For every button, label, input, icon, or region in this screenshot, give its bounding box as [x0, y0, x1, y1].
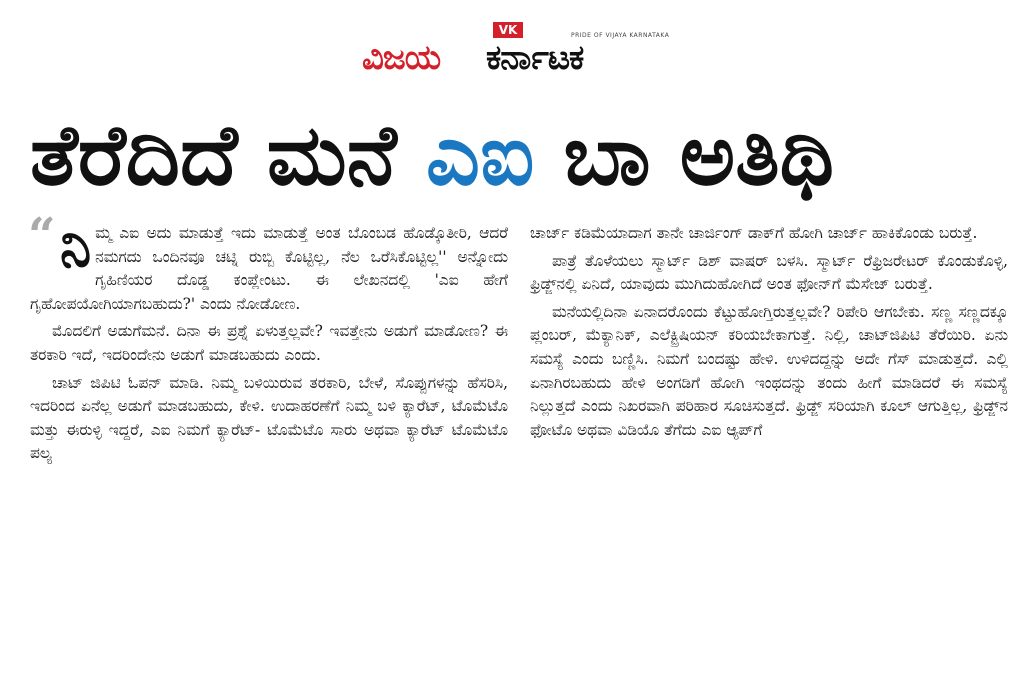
- paragraph: ಮೊದಲಿಗೆ ಅಡುಗೆಮನೆ. ದಿನಾ ಈ ಪ್ರಶ್ನೆ ಏಳುತ್ತಲ್ಲವೇ? ಇವತ್ತೇನು ಅಡುಗೆ ಮಾಡೋಣ? ಈ ತರಕಾರಿ ಇದೆ, ಇದರಿಂದೇನು ಅಡುಗೆ ಮಾಡಬಹುದು ಎಂದು.: [30, 322, 508, 364]
- masthead: [0, 8, 1024, 78]
- paragraph: ಪಾತ್ರೆ ತೊಳೆಯಲು ಸ್ಮಾರ್ಟ್ ಡಿಶ್ ವಾಷರ್ ಬಳಸಿ. ಸ್ಮಾರ್ಟ್ ರೆಫ್ರಿಜರೇಟರ್ ಕೊಂಡುಕೊಳ್ಳಿ, ಫ್ರಿಡ್ಜ್‌ನಲ್ಲಿ ಏನಿದೆ, ಯಾವುದು ಮುಗಿದುಹೋಗಿದೆ ಅಂತ ಫೋನ್‌ಗೆ ಮೆಸೇಜ್ ಬರುತ್ತೆ.: [530, 251, 1008, 294]
- paragraph: ಚಾಟ್ ಜಿಪಿಟಿ ಓಪನ್ ಮಾಡಿ. ನಿಮ್ಮ ಬಳಿಯಿರುವ ತರಕಾರಿ, ಬೇಳೆ, ಸೊಪ್ಪುಗಳನ್ನು ಹೆಸರಿಸಿ, ಇದರಿಂದ ಏನೆಲ್ಲ ಅಡುಗೆ ಮಾಡಬಹುದು, ಕೇಳಿ. ಉದಾಹರಣೆಗೆ ನಿಮ್ಮ ಬಳಿ ಕ್ಯಾರೆಟ್, ಟೊಮೆಟೊ ಮತ್ತು ಈರುಳ್ಳಿ ಇದ್ದರೆ, ಎಐ ನಿಮಗೆ ಕ್ಯಾರೆಟ್- ಟೊಮೆಟೊ ಸಾರು ಅಥವಾ ಕ್ಯಾರೆಟ್ ಟೊಮೆಟೊ ಪಲ್ಯ: [30, 373, 508, 463]
- opening-quote-mark: “: [28, 208, 56, 264]
- paragraph: ಮನೆಯಲ್ಲಿದಿನಾ ಏನಾದರೊಂದು ಕೆಟ್ಟುಹೋಗ್ತಿರುತ್ತಲ್ಲವೇ? ರಿಪೇರಿ ಆಗಬೇಕು. ಸಣ್ಣ ಸಣ್ಣದಕ್ಕೂ ಪ್ಲಂಬರ್, ಮೆಕ್ಯಾನಿಕ್, ಎಲೆಕ್ಟ್ರಿಷಿಯನ್ ಕರಿಯಬೇಕಾಗುತ್ತೆ. ನಿಲ್ಲಿ, ಚಾಟ್‌ಜಿಪಿಟಿ ತೆರೆಯಿರಿ. ಏನು ಸಮಸ್ಯೆ ಎಂದು ಬಣ್ಣಿಸಿ. ನಿಮಗೆ ಬಂದಷ್ಟು ಹೇಳಿ. ಉಳಿದದ್ದನ್ನು ಅದೇ ಗೆಸ್ ಮಾಡುತ್ತದೆ. ಎಲ್ಲಿ ಏನಾಗಿರಬಹುದು ಹೇಳಿ ಅಂಗಡಿಗೆ ಹೋಗಿ ಇಂಥದನ್ನು ತಂದು ಹೀಗೆ ಮಾಡಿದರೆ ಈ ಸಮಸ್ಯೆ ನಿಲ್ಲುತ್ತದೆ ಎಂದು ನಿಖರವಾಗಿ ಪರಿಹಾರ ಸೂಚಿಸುತ್ತದೆ. ಫ್ರಿಡ್ಜ್ ಸರಿಯಾಗಿ ಕೂಲ್ ಆಗುತ್ತಿಲ್ಲ, ಫ್ರಿಡ್ಜ್‌ನ ಫೋಟೊ ಅಥವಾ ವಿಡಿಯೊ ತೆಗೆದು ಎಐ ಆ್ಯಪ್‌ಗೆ: [530, 302, 1008, 439]
- paragraph-text: ಮ್ಮ ಎಐ ಅದು ಮಾಡುತ್ತೆ ಇದು ಮಾಡುತ್ತೆ ಅಂತ ಬೊಂಬಡ ಹೊಡ್ಕೊತೀರಿ, ಆದರೆ ನಮಗದು ಒಂದಿನವೂ ಚಟ್ನಿ ರುಬ್ಬಿ ಕೊಟ್ಟಿಲ್ಲ, ನೆಲ ಒರೆಸಿಕೊಟ್ಟಿಲ್ಲ'' ಅನ್ನೋದು ಗೃಹಿಣಿಯರ ದೊಡ್ಡ ಕಂಪ್ಲೇಂಟು. ಈ ಲೇಖನದಲ್ಲಿ 'ಎಐ ಹೇಗೆ ಗೃಹೋಪಯೋಗಿಯಾಗಬಹುದು?' ಎಂದು ನೋಡೋಣ.: [30, 224, 508, 313]
- masthead-title-vijaya: ವಿಜಯ: [362, 38, 441, 78]
- headline-accent-ai: ಎಐ: [426, 106, 535, 204]
- headline-part-2: ಬಾ ಅತಿಥಿ: [534, 106, 834, 204]
- article-headline: [30, 100, 1010, 210]
- masthead-tagline: PRIDE OF VIJAYA KARNATAKA: [571, 32, 670, 39]
- vk-logo-badge: VK: [493, 22, 523, 38]
- masthead-title-karnataka: ಕರ್ನಾಟಕ: [486, 38, 584, 78]
- article-column-left: [30, 215, 508, 470]
- article-column-right: [530, 222, 1008, 446]
- headline-part-1: ತೆರೆದಿದೆ ಮನೆ: [30, 106, 427, 204]
- paragraph: ಚಾರ್ಜ್ ಕಡಿಮೆಯಾದಾಗ ತಾನೇ ಚಾರ್ಜಿಂಗ್ ಡಾಕ್‌ಗೆ ಹೋಗಿ ಚಾರ್ಜ್ ಹಾಕಿಕೊಂಡು ಬರುತ್ತೆ.: [530, 224, 978, 242]
- paragraph: [30, 215, 508, 316]
- dropcap: ನಿ: [60, 215, 92, 280]
